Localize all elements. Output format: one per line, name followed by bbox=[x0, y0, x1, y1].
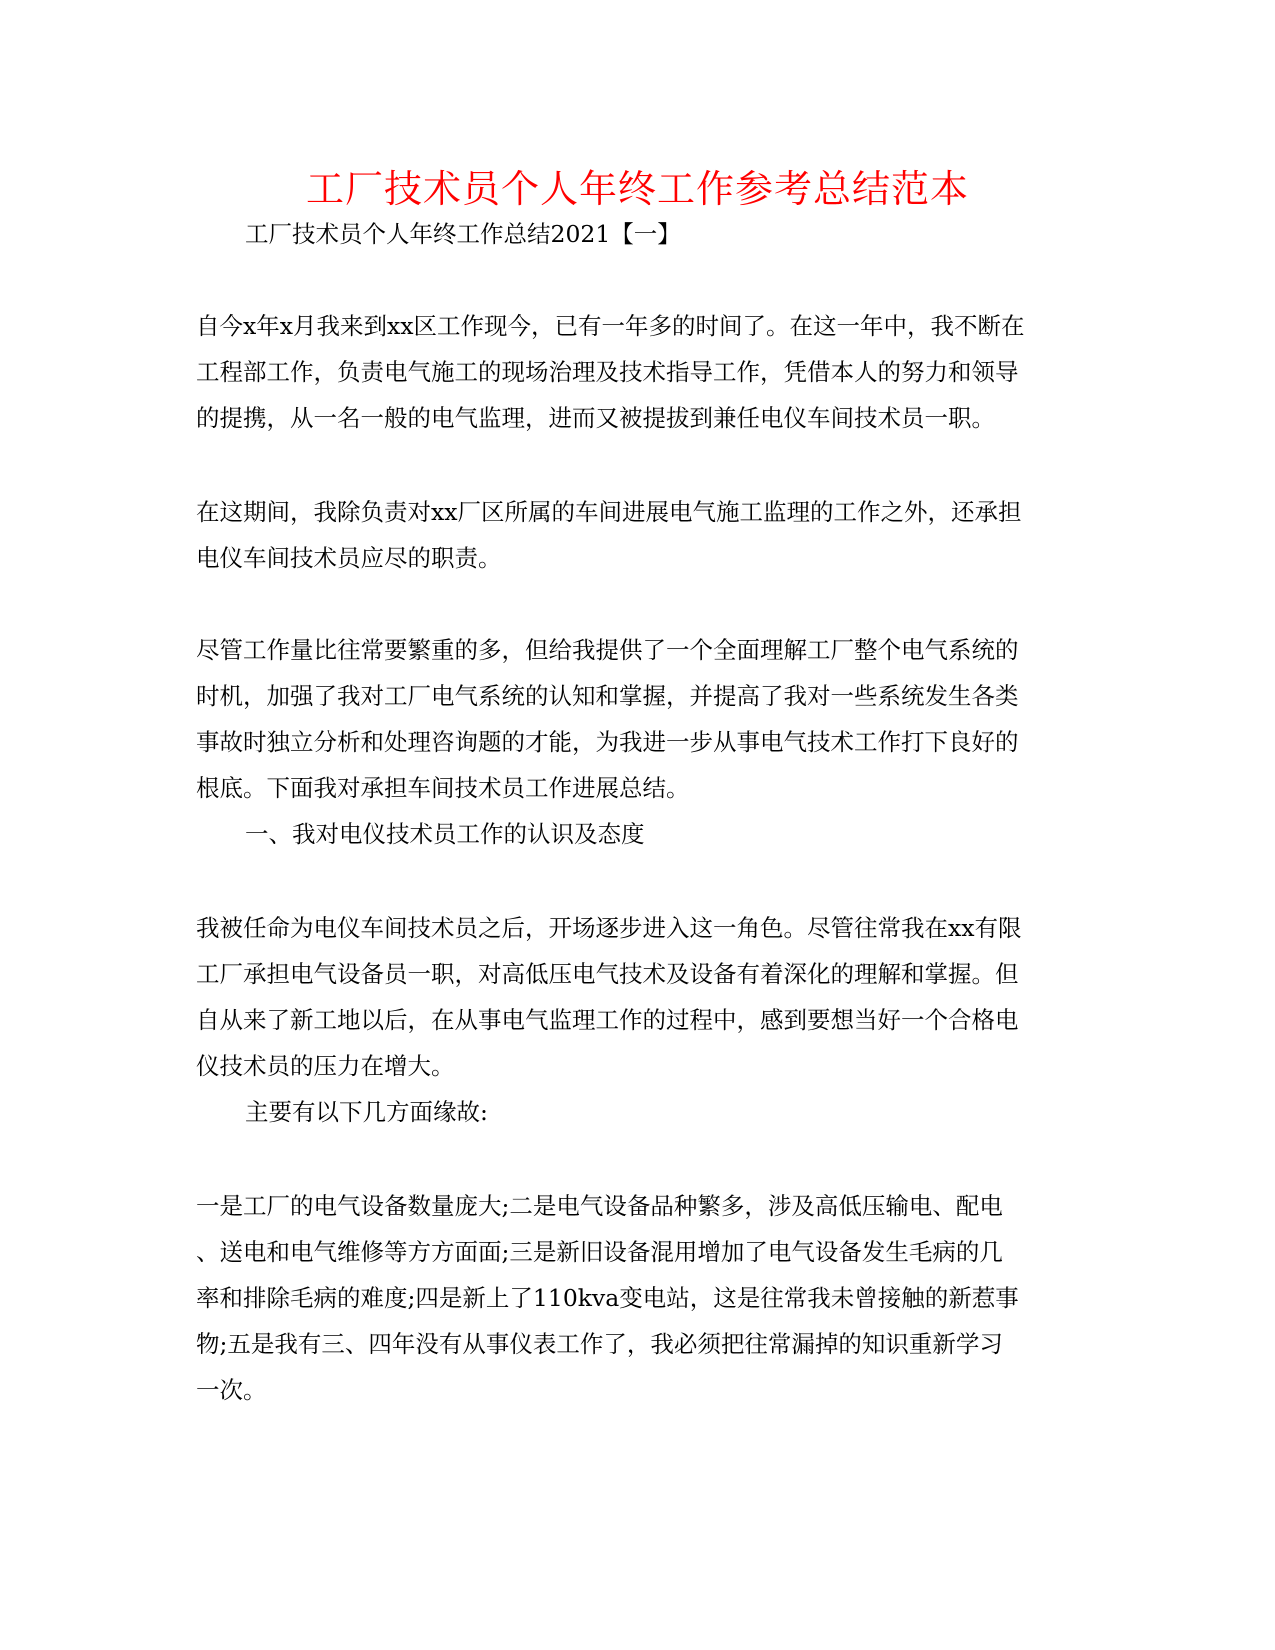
paragraph-line: 一次。 bbox=[196, 1376, 267, 1404]
paragraph-line: 、送电和电气维修等方方面面;三是新旧设备混用增加了电气设备发生毛病的几 bbox=[196, 1238, 1003, 1266]
paragraph-line: 尽管工作量比往常要繁重的多，但给我提供了一个全面理解工厂整个电气系统的 bbox=[196, 636, 1019, 664]
document-subtitle: 工厂技术员个人年终工作总结2021【一】 bbox=[245, 220, 681, 248]
document-title: 工厂技术员个人年终工作参考总结范本 bbox=[305, 167, 969, 211]
section-heading: 一、我对电仪技术员工作的认识及态度 bbox=[245, 820, 645, 848]
paragraph-line: 自今x年x月我来到xx区工作现今，已有一年多的时间了。在这一年中，我不断在 bbox=[196, 312, 1025, 340]
paragraph-line: 的提携，从一名一般的电气监理，进而又被提拔到兼任电仪车间技术员一职。 bbox=[196, 404, 995, 432]
paragraph-line: 在这期间，我除负责对xx厂区所属的车间进展电气施工监理的工作之外，还承担 bbox=[196, 498, 1022, 526]
paragraph-line: 物;五是我有三、四年没有从事仪表工作了，我必须把往常漏掉的知识重新学习 bbox=[196, 1330, 1003, 1358]
paragraph-line: 工厂承担电气设备员一职，对高低压电气技术及设备有着深化的理解和掌握。但 bbox=[196, 960, 1019, 988]
paragraph-line: 一是工厂的电气设备数量庞大;二是电气设备品种繁多，涉及高低压输电、配电 bbox=[196, 1192, 1003, 1220]
paragraph-line: 时机，加强了我对工厂电气系统的认知和掌握，并提高了我对一些系统发生各类 bbox=[196, 682, 1019, 710]
paragraph-line: 事故时独立分析和处理咨询题的才能，为我进一步从事电气技术工作打下良好的 bbox=[196, 728, 1019, 756]
paragraph-line: 工程部工作，负责电气施工的现场治理及技术指导工作，凭借本人的努力和领导 bbox=[196, 358, 1019, 386]
paragraph-line: 根底。下面我对承担车间技术员工作进展总结。 bbox=[196, 774, 690, 802]
paragraph-line: 电仪车间技术员应尽的职责。 bbox=[196, 544, 502, 572]
paragraph-line: 仪技术员的压力在增大。 bbox=[196, 1052, 455, 1080]
paragraph-line: 我被任命为电仪车间技术员之后，开场逐步进入这一角色。尽管往常我在xx有限 bbox=[196, 914, 1022, 942]
paragraph-line: 率和排除毛病的难度;四是新上了110kva变电站，这是往常我未曾接触的新惹事 bbox=[196, 1284, 1019, 1312]
paragraph-line: 自从来了新工地以后，在从事电气监理工作的过程中，感到要想当好一个合格电 bbox=[196, 1006, 1019, 1034]
paragraph-line: 主要有以下几方面缘故: bbox=[245, 1098, 488, 1126]
